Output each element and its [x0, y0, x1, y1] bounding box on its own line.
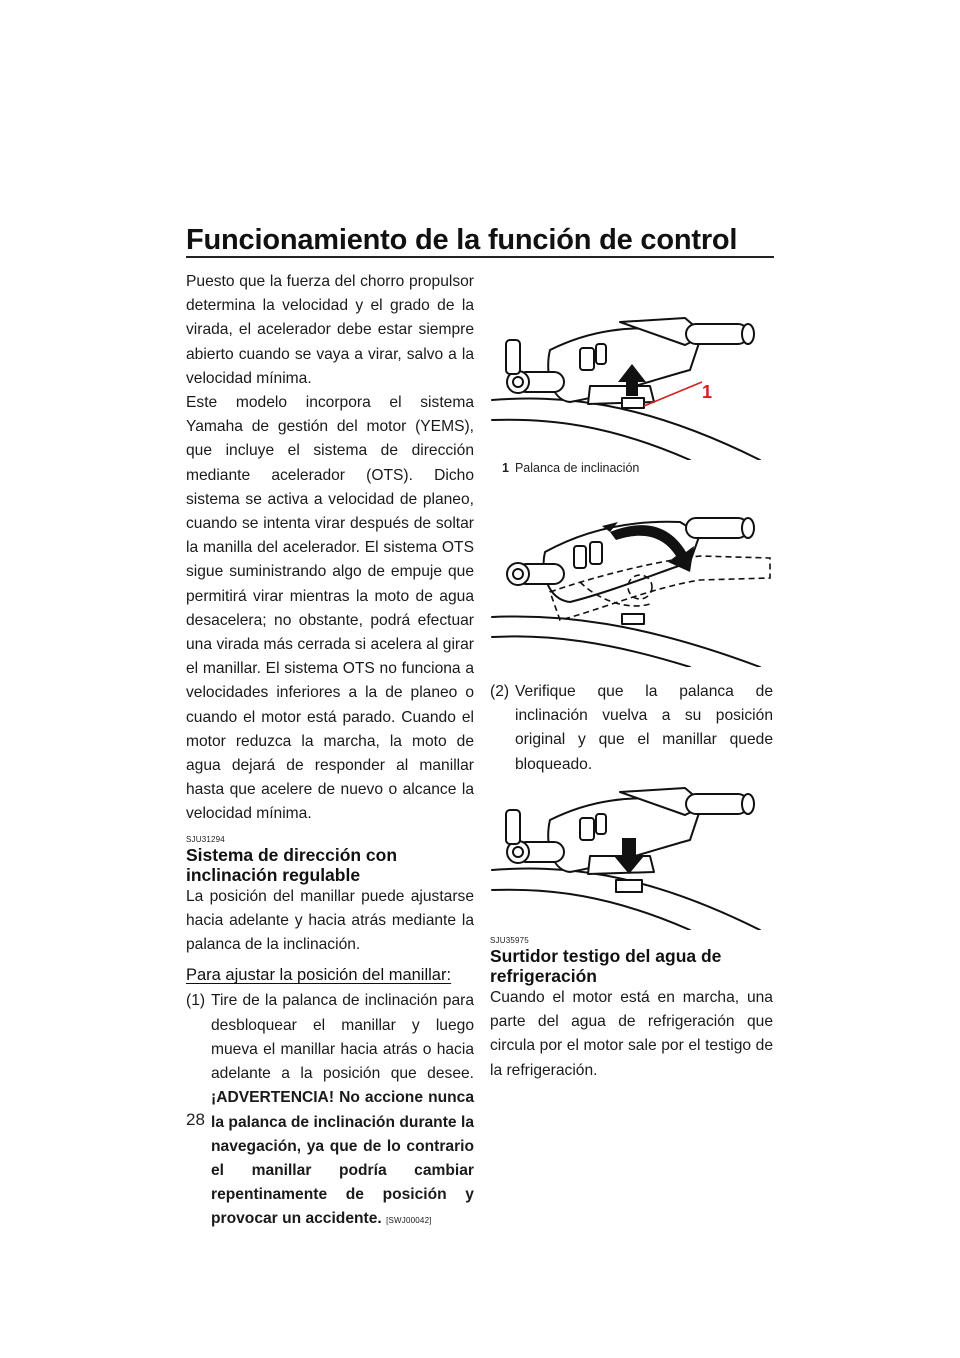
- warning-code: [SWJ00042]: [386, 1216, 432, 1226]
- figure-caption: [502, 461, 639, 475]
- step-text: Verifique que la palanca de inclinación vuelva a su posición original y que el manillar quede bloqueado.: [515, 683, 773, 773]
- procedure-step-2: [490, 680, 773, 777]
- handlebar-illustration-1: [490, 300, 775, 460]
- intro-paragraph-2: Este modelo incorpora el sistema Yamaha de gestión del motor (YEMS), que incluye el sistema de dirección mediante acelerador (OTS). Dicho sistema se activa a velocidad de planeo, cuando se intenta virar después de soltar la manilla del acelerador. El sistema OTS sigue suministrando algo de empuje que permitirá virar mientras la moto de agua desacelera; no obstante, podrá efectuar una virada más cerrada si acelera al girar el manillar. El sistema OTS no funciona a velocidades inferiores a la de planeo o cuando el motor está parado. Cuando el motor reduzca la marcha, la moto de agua dejará de responder al manillar hasta que acelere de nuevo o alcance la velocidad mínima.: [186, 394, 474, 823]
- warning-text: ¡ADVERTENCIA! No accione nunca la palanca de inclinación durante la navegación, ya que de lo contrario el manillar podría cambiar repentinamente de posición y provocar un accidente.: [211, 1089, 474, 1228]
- caption-number: 1: [502, 461, 509, 475]
- section-heading-cooling: Surtidor testigo del agua de refrigeración: [490, 946, 722, 986]
- figure-tilt-lever: [490, 300, 775, 460]
- figure-lever-return: [490, 770, 775, 930]
- procedure-subheading: Para ajustar la posición del manillar:: [186, 966, 452, 985]
- procedure-steps-continued: [490, 680, 773, 777]
- caption-text: Palanca de inclinación: [514, 461, 640, 475]
- procedure-step-1: [186, 989, 474, 1233]
- section-body-tilt: La posición del manillar puede ajustarse hacia adelante y hacia atrás mediante la palanca de la inclinación.: [186, 887, 474, 954]
- callout-number: 1: [702, 382, 713, 402]
- handlebar-illustration-3: [490, 770, 775, 930]
- step-number: (1): [186, 992, 206, 1010]
- title-rule: [186, 256, 774, 258]
- figure-tilt-motion: [490, 492, 775, 667]
- step-text: Tire de la palanca de inclinación para desbloquear el manillar y luego mueva el manillar hacia atrás o hacia adelante a la posición que desee.: [211, 992, 474, 1083]
- page-number: 28: [186, 1110, 205, 1129]
- right-column-steps: [490, 680, 773, 777]
- intro-paragraph-1: Puesto que la fuerza del chorro propulsor determina la velocidad y el grado de la virada, el acelerador debe estar siempre abierto cuando se vaya a virar, salvo a la velocidad mínima.: [186, 273, 474, 387]
- page-title: Funcionamiento de la función de control: [186, 224, 738, 256]
- step-number: (2): [490, 683, 510, 700]
- section-code: SJU35975: [490, 936, 529, 945]
- right-column-section: [490, 936, 773, 1083]
- section-body-cooling: Cuando el motor está en marcha, una parte del agua de refrigeración que circula por el motor sale por el testigo de la refrigeración.: [490, 989, 773, 1079]
- procedure-steps: [186, 989, 474, 1233]
- section-code: SJU31294: [186, 834, 225, 844]
- handlebar-illustration-2: [490, 492, 775, 667]
- left-column: [186, 270, 474, 1234]
- section-heading-tilt: Sistema de dirección con inclinación regulable: [186, 844, 398, 885]
